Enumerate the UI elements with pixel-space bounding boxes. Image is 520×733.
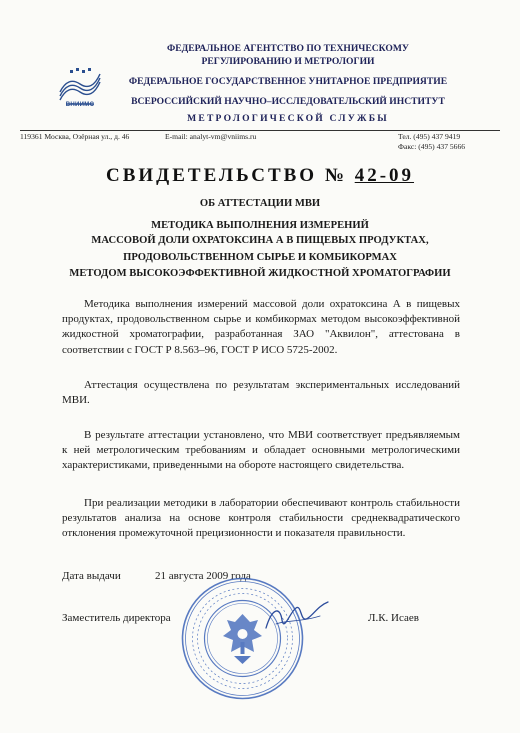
subtitle-3: МАССОВОЙ ДОЛИ ОХРАТОКСИНА А В ПИЩЕВЫХ ПРОДУКТАХ,: [91, 235, 429, 246]
signer-title: Заместитель директора: [62, 612, 171, 624]
body-paragraph-4: При реализации методики в лаборатории обеспечивают контроль стабильности результатов анализа на основе контроля стабильности среднеквадратического отклонения промежуточной прецизионности и показателя правильности.: [62, 497, 460, 540]
signer-name: Л.К. Исаев: [368, 612, 419, 624]
org-line-3: ФЕДЕРАЛЬНОЕ ГОСУДАРСТВЕННОЕ УНИТАРНОЕ ПРЕДПРИЯТИЕ: [128, 76, 448, 87]
subtitle-5: МЕТОДОМ ВЫСОКОЭФФЕКТИВНОЙ ЖИДКОСТНОЙ ХРОМАТОГРАФИИ: [69, 268, 451, 279]
body-paragraph-1: Методика выполнения измерений массовой доли охратоксина А в пищевых продуктах, продовольственном сырье и комбикормах методом высокоэффективной жидкостной хроматографии, разработанная ЗАО "Аквилон", аттестована в соответствии с ГОСТ Р 8.563–96, ГОСТ Р ИСО 5725-2002.: [62, 298, 460, 356]
certificate-title-text: СВИДЕТЕЛЬСТВО №: [105, 165, 347, 186]
contact-address: 119361 Москва, Озёрная ул., д. 46: [20, 132, 130, 141]
contact-email: E-mail: analyt-vm@vniims.ru: [165, 132, 257, 141]
subtitle-2: МЕТОДИКА ВЫПОЛНЕНИЯ ИЗМЕРЕНИЙ: [151, 220, 369, 231]
certificate-number: 42-09: [354, 165, 415, 186]
body-paragraph-2: Аттестация осуществлена по результатам экспериментальных исследований МВИ.: [62, 379, 460, 407]
official-stamp-icon: [180, 576, 305, 701]
contact-fax: Факс: (495) 437 5666: [398, 142, 466, 151]
signature-icon: [262, 598, 332, 638]
org-line-5: МЕТРОЛОГИЧЕСКОЙ СЛУЖБЫ: [187, 113, 389, 124]
issue-date-label: Дата выдачи: [62, 570, 121, 582]
subtitle-4: ПРОДОВОЛЬСТВЕННОМ СЫРЬЕ И КОМБИКОРМАХ: [123, 252, 397, 263]
issue-date-value: 21 августа 2009 года: [155, 570, 251, 582]
logo-caption: ВНИИМС: [65, 102, 95, 108]
subtitle-1: ОБ АТТЕСТАЦИИ МВИ: [199, 198, 321, 209]
header-divider: [20, 130, 500, 131]
body-paragraph-3: В результате аттестации установлено, что МВИ соответствует предъявляемым к ней метрологическим требованиям и обладает основными метрологическими характеристиками, приведенными на обороте настоящего свидетельства.: [62, 429, 460, 472]
org-line-4: ВСЕРОССИЙСКИЙ НАУЧНО–ИССЛЕДОВАТЕЛЬСКИЙ ИНСТИТУТ: [131, 96, 445, 107]
org-line-2: РЕГУЛИРОВАНИЮ И МЕТРОЛОГИИ: [201, 56, 375, 67]
contact-tel: Тел. (495) 437 9419: [398, 132, 461, 141]
certificate-title: [0, 165, 520, 187]
org-line-1: ФЕДЕРАЛЬНОЕ АГЕНТСТВО ПО ТЕХНИЧЕСКОМУ: [167, 43, 409, 54]
